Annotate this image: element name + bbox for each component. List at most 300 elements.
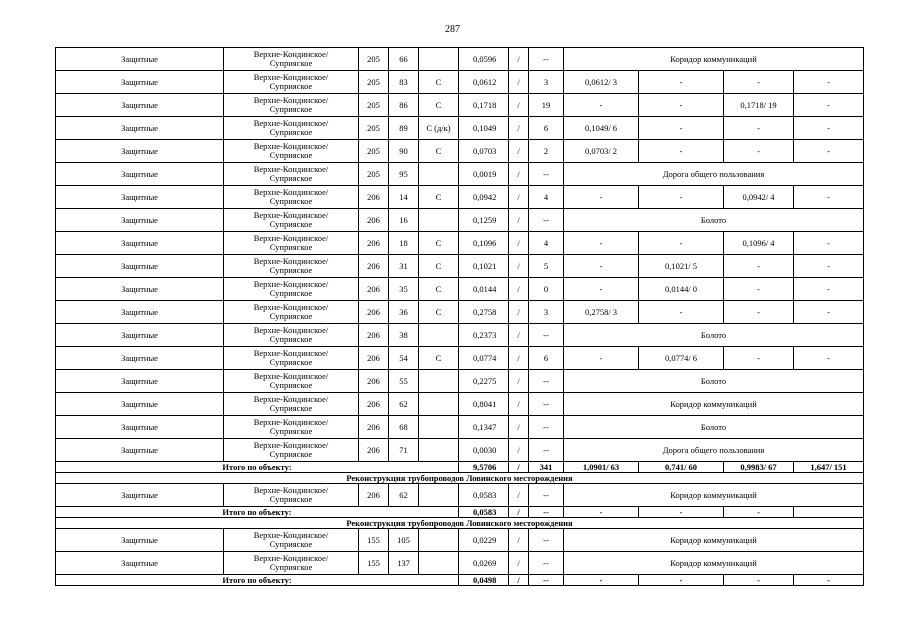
forestry-line: Суприяское: [269, 173, 313, 183]
total-slash: /: [509, 575, 529, 586]
plot-cell: 38: [389, 324, 419, 347]
plot-cell: 31: [389, 255, 419, 278]
total-label: Итого по объекту:: [56, 507, 459, 518]
group-2-cell: -: [639, 94, 724, 117]
count-cell: --: [529, 416, 564, 439]
category-cell: Защитные: [56, 370, 224, 393]
area-cell: 0,0583: [459, 484, 509, 507]
count-cell: 3: [529, 71, 564, 94]
plot-cell: 62: [389, 393, 419, 416]
group-2-cell: 0,1021/ 5: [639, 255, 724, 278]
group-3-cell: -: [724, 71, 794, 94]
table-row: [56, 117, 864, 140]
forestry-line: Суприяское: [269, 426, 313, 436]
forestry-cell: [224, 94, 359, 117]
forestry-cell: [224, 209, 359, 232]
slash-cell: /: [509, 484, 529, 507]
count-cell: 3: [529, 301, 564, 324]
quarter-cell: 205: [359, 94, 389, 117]
kind-cell: [419, 393, 459, 416]
quarter-cell: 205: [359, 71, 389, 94]
count-cell: --: [529, 529, 564, 552]
category-cell: Защитные: [56, 552, 224, 575]
quarter-cell: 205: [359, 48, 389, 71]
table-row: [56, 278, 864, 301]
forestry-line: Суприяское: [269, 357, 313, 367]
forestry-line: Верхне-Кондинское/: [253, 141, 329, 151]
group-1-cell: -: [564, 347, 639, 370]
land-type-cell: Болото: [564, 209, 864, 232]
total-group-3: -: [724, 507, 794, 518]
quarter-cell: 206: [359, 393, 389, 416]
plot-cell: 86: [389, 94, 419, 117]
category-cell: Защитные: [56, 186, 224, 209]
kind-cell: [419, 324, 459, 347]
slash-cell: /: [509, 163, 529, 186]
forestry-cell: [224, 163, 359, 186]
table-row: [56, 393, 864, 416]
slash-cell: /: [509, 209, 529, 232]
forestry-cell: [224, 48, 359, 71]
category-cell: Защитные: [56, 416, 224, 439]
slash-cell: /: [509, 552, 529, 575]
forestry-line: Верхне-Кондинское/: [253, 485, 329, 495]
quarter-cell: 206: [359, 439, 389, 462]
count-cell: --: [529, 324, 564, 347]
slash-cell: /: [509, 255, 529, 278]
table-row: [56, 324, 864, 347]
forestry-cell: [224, 301, 359, 324]
forestry-line: Верхне-Кондинское/: [253, 233, 329, 243]
total-label: Итого по объекту:: [56, 575, 459, 586]
group-3-cell: -: [724, 347, 794, 370]
forest-plots-table: [55, 47, 864, 586]
category-cell: Защитные: [56, 117, 224, 140]
total-group-1: -: [564, 507, 639, 518]
section-header-row: [56, 518, 864, 529]
forestry-cell: [224, 278, 359, 301]
plot-cell: 55: [389, 370, 419, 393]
total-label: Итого по объекту:: [56, 462, 459, 473]
plot-cell: 90: [389, 140, 419, 163]
kind-cell: [419, 370, 459, 393]
kind-cell: С: [419, 255, 459, 278]
slash-cell: /: [509, 393, 529, 416]
plot-cell: 71: [389, 439, 419, 462]
forestry-line: Суприяское: [269, 58, 313, 68]
total-group-3: 0,9983/ 67: [724, 462, 794, 473]
area-cell: 0,1021: [459, 255, 509, 278]
group-3-cell: -: [724, 117, 794, 140]
group-1-cell: -: [564, 278, 639, 301]
quarter-cell: 155: [359, 529, 389, 552]
land-type-cell: Коридор коммуникаций: [564, 484, 864, 507]
table-row: [56, 439, 864, 462]
kind-cell: [419, 48, 459, 71]
group-3-cell: 0,1096/ 4: [724, 232, 794, 255]
group-4-cell: -: [794, 347, 864, 370]
category-cell: Защитные: [56, 232, 224, 255]
plot-cell: 68: [389, 416, 419, 439]
table-row: [56, 416, 864, 439]
total-row: [56, 575, 864, 586]
page-number: 287: [445, 24, 460, 35]
slash-cell: /: [509, 71, 529, 94]
forestry-line: Суприяское: [269, 127, 313, 137]
category-cell: Защитные: [56, 163, 224, 186]
count-cell: --: [529, 552, 564, 575]
group-4-cell: -: [794, 301, 864, 324]
table-row: [56, 484, 864, 507]
group-3-cell: 0,0942/ 4: [724, 186, 794, 209]
plot-cell: 54: [389, 347, 419, 370]
forestry-line: Суприяское: [269, 265, 313, 275]
section-title: Реконструкция трубопроводов Ловинского месторождения: [56, 473, 864, 484]
forestry-line: Суприяское: [269, 104, 313, 114]
group-4-cell: -: [794, 71, 864, 94]
kind-cell: С: [419, 186, 459, 209]
group-4-cell: -: [794, 94, 864, 117]
total-group-1: 1,0901/ 63: [564, 462, 639, 473]
forestry-cell: [224, 186, 359, 209]
quarter-cell: 155: [359, 552, 389, 575]
kind-cell: С: [419, 140, 459, 163]
quarter-cell: 206: [359, 186, 389, 209]
plot-cell: 36: [389, 301, 419, 324]
table-row: [56, 94, 864, 117]
table-row: [56, 232, 864, 255]
slash-cell: /: [509, 416, 529, 439]
area-cell: 0,1259: [459, 209, 509, 232]
kind-cell: С: [419, 232, 459, 255]
plot-cell: 62: [389, 484, 419, 507]
quarter-cell: 206: [359, 416, 389, 439]
area-cell: 0,2758: [459, 301, 509, 324]
kind-cell: [419, 416, 459, 439]
forestry-line: Верхне-Кондинское/: [253, 530, 329, 540]
group-2-cell: 0,0144/ 0: [639, 278, 724, 301]
plot-cell: 16: [389, 209, 419, 232]
forestry-cell: [224, 347, 359, 370]
plot-cell: 89: [389, 117, 419, 140]
total-slash: /: [509, 462, 529, 473]
group-4-cell: -: [794, 255, 864, 278]
area-cell: 0,1096: [459, 232, 509, 255]
group-2-cell: -: [639, 117, 724, 140]
table-row: [56, 552, 864, 575]
kind-cell: С: [419, 347, 459, 370]
area-cell: 0,1049: [459, 117, 509, 140]
total-area: 9,5706: [459, 462, 509, 473]
group-2-cell: -: [639, 186, 724, 209]
forestry-line: Верхне-Кондинское/: [253, 325, 329, 335]
kind-cell: [419, 552, 459, 575]
total-count: --: [529, 575, 564, 586]
category-cell: Защитные: [56, 140, 224, 163]
count-cell: 5: [529, 255, 564, 278]
forestry-cell: [224, 552, 359, 575]
group-3-cell: 0,1718/ 19: [724, 94, 794, 117]
slash-cell: /: [509, 278, 529, 301]
count-cell: 0: [529, 278, 564, 301]
land-type-cell: Болото: [564, 416, 864, 439]
group-2-cell: -: [639, 232, 724, 255]
group-4-cell: -: [794, 278, 864, 301]
total-count: 341: [529, 462, 564, 473]
forestry-line: Верхне-Кондинское/: [253, 164, 329, 174]
forestry-line: Суприяское: [269, 242, 313, 252]
area-cell: 0,0612: [459, 71, 509, 94]
forestry-line: Суприяское: [269, 539, 313, 549]
count-cell: --: [529, 393, 564, 416]
forestry-cell: [224, 117, 359, 140]
group-4-cell: -: [794, 232, 864, 255]
forestry-line: Суприяское: [269, 196, 313, 206]
total-group-2: 0,741/ 60: [639, 462, 724, 473]
category-cell: Защитные: [56, 529, 224, 552]
total-group-4: -: [794, 575, 864, 586]
forestry-line: Суприяское: [269, 150, 313, 160]
forestry-line: Верхне-Кондинское/: [253, 553, 329, 563]
count-cell: 2: [529, 140, 564, 163]
total-area: 0,0498: [459, 575, 509, 586]
total-slash: /: [509, 507, 529, 518]
slash-cell: /: [509, 347, 529, 370]
section-header-row: [56, 473, 864, 484]
land-type-cell: Коридор коммуникаций: [564, 529, 864, 552]
total-group-1: -: [564, 575, 639, 586]
count-cell: --: [529, 484, 564, 507]
forestry-cell: [224, 416, 359, 439]
total-area: 0,0583: [459, 507, 509, 518]
plot-cell: 14: [389, 186, 419, 209]
quarter-cell: 206: [359, 255, 389, 278]
land-type-cell: Дорога общего пользования: [564, 163, 864, 186]
forestry-line: Суприяское: [269, 380, 313, 390]
forestry-line: Верхне-Кондинское/: [253, 279, 329, 289]
group-3-cell: -: [724, 255, 794, 278]
forestry-line: Суприяское: [269, 311, 313, 321]
total-group-3: -: [724, 575, 794, 586]
plot-cell: 137: [389, 552, 419, 575]
category-cell: Защитные: [56, 324, 224, 347]
quarter-cell: 206: [359, 484, 389, 507]
category-cell: Защитные: [56, 255, 224, 278]
table-row: [56, 370, 864, 393]
plot-cell: 66: [389, 48, 419, 71]
quarter-cell: 206: [359, 301, 389, 324]
forestry-line: Верхне-Кондинское/: [253, 49, 329, 59]
group-1-cell: 0,0703/ 2: [564, 140, 639, 163]
forestry-cell: [224, 529, 359, 552]
quarter-cell: 206: [359, 370, 389, 393]
quarter-cell: 206: [359, 347, 389, 370]
land-type-cell: Коридор коммуникаций: [564, 48, 864, 71]
table-row: [56, 209, 864, 232]
forestry-cell: [224, 255, 359, 278]
quarter-cell: 205: [359, 140, 389, 163]
count-cell: 6: [529, 117, 564, 140]
count-cell: 19: [529, 94, 564, 117]
table-row: [56, 48, 864, 71]
kind-cell: [419, 439, 459, 462]
slash-cell: /: [509, 186, 529, 209]
category-cell: Защитные: [56, 347, 224, 370]
plot-cell: 83: [389, 71, 419, 94]
table-row: [56, 71, 864, 94]
forestry-line: Верхне-Кондинское/: [253, 440, 329, 450]
land-type-cell: Коридор коммуникаций: [564, 393, 864, 416]
slash-cell: /: [509, 370, 529, 393]
category-cell: Защитные: [56, 94, 224, 117]
area-cell: 0,0229: [459, 529, 509, 552]
group-1-cell: -: [564, 94, 639, 117]
category-cell: Защитные: [56, 71, 224, 94]
forestry-line: Верхне-Кондинское/: [253, 210, 329, 220]
category-cell: Защитные: [56, 393, 224, 416]
count-cell: --: [529, 48, 564, 71]
forestry-line: Суприяское: [269, 403, 313, 413]
group-2-cell: -: [639, 71, 724, 94]
slash-cell: /: [509, 140, 529, 163]
slash-cell: /: [509, 324, 529, 347]
kind-cell: С: [419, 278, 459, 301]
total-group-4: [794, 507, 864, 518]
area-cell: 0,0774: [459, 347, 509, 370]
slash-cell: /: [509, 117, 529, 140]
group-4-cell: -: [794, 186, 864, 209]
forestry-line: Верхне-Кондинское/: [253, 118, 329, 128]
kind-cell: [419, 484, 459, 507]
kind-cell: [419, 529, 459, 552]
category-cell: Защитные: [56, 278, 224, 301]
count-cell: 6: [529, 347, 564, 370]
group-1-cell: -: [564, 255, 639, 278]
area-cell: 0,2373: [459, 324, 509, 347]
slash-cell: /: [509, 48, 529, 71]
area-cell: 0,0942: [459, 186, 509, 209]
forestry-line: Суприяское: [269, 449, 313, 459]
group-3-cell: -: [724, 140, 794, 163]
forestry-line: Верхне-Кондинское/: [253, 348, 329, 358]
section-title: Реконструкция трубопроводов Ловинского месторождения: [56, 518, 864, 529]
quarter-cell: 206: [359, 232, 389, 255]
count-cell: --: [529, 370, 564, 393]
group-3-cell: -: [724, 278, 794, 301]
kind-cell: С (д/к): [419, 117, 459, 140]
forestry-cell: [224, 484, 359, 507]
slash-cell: /: [509, 94, 529, 117]
forestry-line: Суприяское: [269, 562, 313, 572]
table-row: [56, 140, 864, 163]
total-row: [56, 507, 864, 518]
forestry-line: Верхне-Кондинское/: [253, 72, 329, 82]
count-cell: --: [529, 209, 564, 232]
total-count: --: [529, 507, 564, 518]
area-cell: 0,0144: [459, 278, 509, 301]
count-cell: 4: [529, 186, 564, 209]
slash-cell: /: [509, 529, 529, 552]
count-cell: --: [529, 439, 564, 462]
table-row: [56, 529, 864, 552]
category-cell: Защитные: [56, 209, 224, 232]
area-cell: 0,0030: [459, 439, 509, 462]
area-cell: 0,0019: [459, 163, 509, 186]
plot-cell: 35: [389, 278, 419, 301]
land-type-cell: Дорога общего пользования: [564, 439, 864, 462]
group-4-cell: -: [794, 117, 864, 140]
forestry-cell: [224, 393, 359, 416]
count-cell: --: [529, 163, 564, 186]
land-type-cell: Болото: [564, 324, 864, 347]
area-cell: 0,0269: [459, 552, 509, 575]
group-4-cell: -: [794, 140, 864, 163]
forestry-line: Суприяское: [269, 334, 313, 344]
forestry-cell: [224, 71, 359, 94]
kind-cell: С: [419, 301, 459, 324]
plot-cell: 95: [389, 163, 419, 186]
forestry-line: Верхне-Кондинское/: [253, 187, 329, 197]
total-group-2: -: [639, 507, 724, 518]
table-row: [56, 163, 864, 186]
forestry-line: Верхне-Кондинское/: [253, 95, 329, 105]
group-2-cell: -: [639, 301, 724, 324]
area-cell: 0,1347: [459, 416, 509, 439]
forestry-line: Суприяское: [269, 494, 313, 504]
forestry-line: Верхне-Кондинское/: [253, 394, 329, 404]
group-1-cell: -: [564, 232, 639, 255]
total-row: [56, 462, 864, 473]
area-cell: 0,8041: [459, 393, 509, 416]
area-cell: 0,0703: [459, 140, 509, 163]
plot-cell: 105: [389, 529, 419, 552]
forestry-cell: [224, 324, 359, 347]
quarter-cell: 206: [359, 324, 389, 347]
quarter-cell: 206: [359, 209, 389, 232]
category-cell: Защитные: [56, 439, 224, 462]
forestry-line: Суприяское: [269, 288, 313, 298]
group-3-cell: -: [724, 301, 794, 324]
group-2-cell: 0,0774/ 6: [639, 347, 724, 370]
forestry-cell: [224, 439, 359, 462]
group-1-cell: 0,0612/ 3: [564, 71, 639, 94]
plot-cell: 18: [389, 232, 419, 255]
quarter-cell: 205: [359, 163, 389, 186]
category-cell: Защитные: [56, 484, 224, 507]
quarter-cell: 205: [359, 117, 389, 140]
group-1-cell: 0,1049/ 6: [564, 117, 639, 140]
table-row: [56, 255, 864, 278]
forestry-cell: [224, 370, 359, 393]
total-group-2: -: [639, 575, 724, 586]
area-cell: 0,2275: [459, 370, 509, 393]
count-cell: 4: [529, 232, 564, 255]
area-cell: 0,0596: [459, 48, 509, 71]
forestry-line: Верхне-Кондинское/: [253, 371, 329, 381]
table-row: [56, 301, 864, 324]
forestry-line: Верхне-Кондинское/: [253, 256, 329, 266]
group-1-cell: 0,2758/ 3: [564, 301, 639, 324]
table-row: [56, 347, 864, 370]
land-type-cell: Болото: [564, 370, 864, 393]
category-cell: Защитные: [56, 301, 224, 324]
slash-cell: /: [509, 301, 529, 324]
kind-cell: С: [419, 71, 459, 94]
group-1-cell: -: [564, 186, 639, 209]
forestry-line: Верхне-Кондинское/: [253, 417, 329, 427]
total-group-4: 1,647/ 151: [794, 462, 864, 473]
kind-cell: [419, 209, 459, 232]
